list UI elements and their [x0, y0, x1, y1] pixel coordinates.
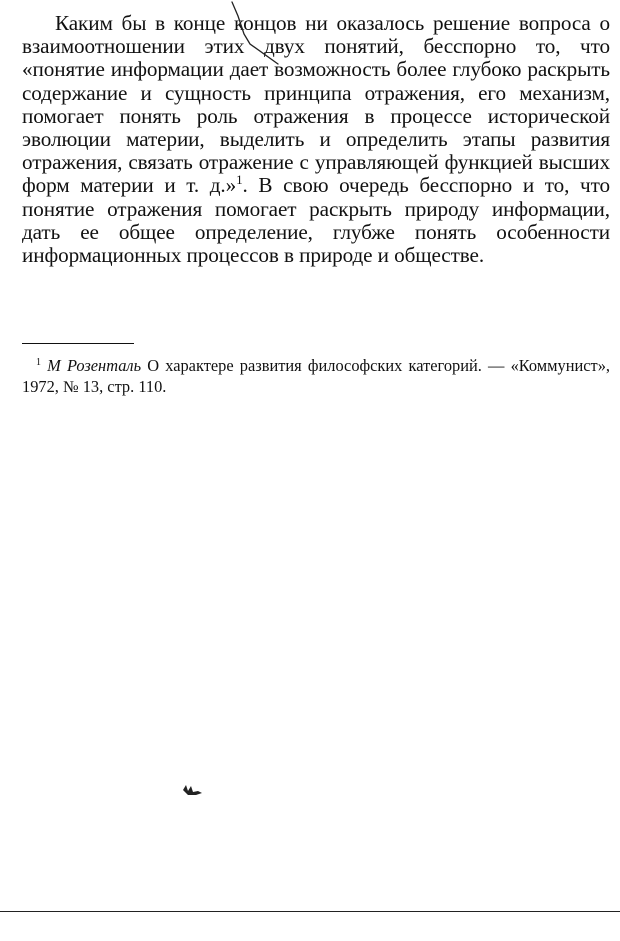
ink-blot-mark [180, 782, 204, 798]
footnote-reference: 1 [236, 172, 243, 188]
main-paragraph [22, 12, 610, 267]
pen-stroke-mark [228, 0, 288, 70]
paragraph-continuation: . В свою очередь бесспорно и то, что понятие отражения помогает раскрыть природу информации, дать ее общее определение, глубже понять особенности информационных процессов в природе и обществе. [22, 173, 610, 268]
footnote-text: О характере развития философских категорий. — «Коммунист», 1972, № 13, стр. 110. [22, 356, 610, 396]
footnote-mark: 1 [36, 357, 41, 368]
footnote [22, 355, 610, 397]
paragraph-text: Каким бы в конце концов ни оказалось решение вопроса о взаимоотношении этих двух понятий, бесспорно то, что «понятие информации дает возможность более глубоко раскрыть содержание и сущность принципа отражения, его механизм, помогает понять роль отражения в процессе исторической эволюции материи, выделить и определить этапы развития отражения, связать отражение с управляющей функцией высших форм материи и т. д.» [22, 11, 610, 198]
footnote-author: М Розенталь [47, 356, 142, 375]
footnote-separator [22, 343, 134, 344]
page-bottom-rule [0, 911, 620, 912]
